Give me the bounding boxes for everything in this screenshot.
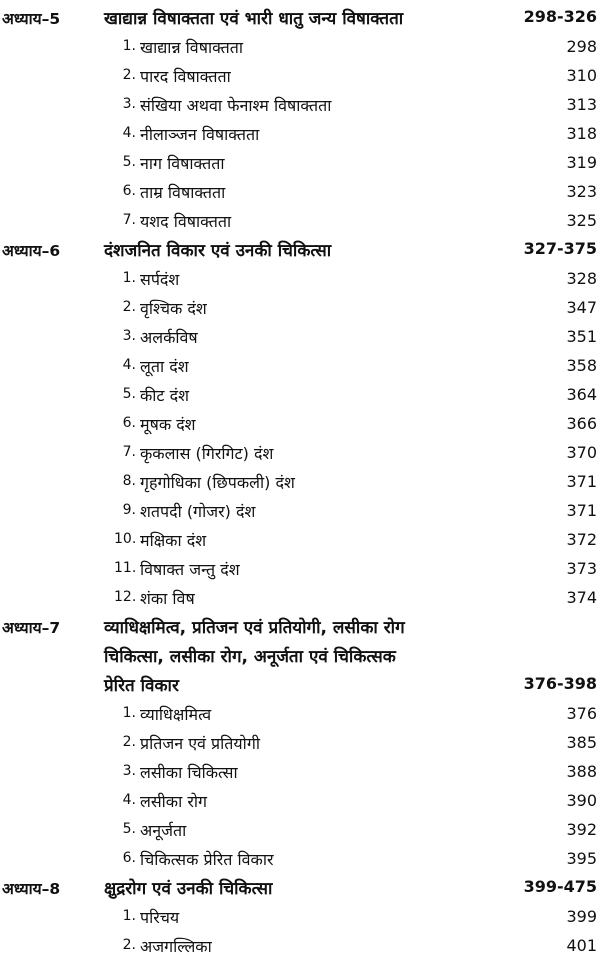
entry-title: शंका विष bbox=[140, 589, 195, 608]
entry-number: 2. bbox=[122, 299, 136, 315]
toc-entry bbox=[0, 294, 600, 323]
entry-title: लसीका रोग bbox=[140, 792, 208, 811]
chapter-label: अध्याय–8 bbox=[2, 880, 61, 898]
entry-number: 4. bbox=[122, 792, 136, 808]
chapter-page-range: 376-398 bbox=[523, 674, 597, 693]
entry-title: गृहगोधिका (छिपकली) दंश bbox=[140, 473, 295, 492]
entry-number: 1. bbox=[122, 705, 136, 721]
entry-number: 4. bbox=[122, 357, 136, 373]
toc-entry bbox=[0, 323, 600, 352]
toc-entry bbox=[0, 758, 600, 787]
entry-page-number: 358 bbox=[566, 356, 597, 375]
entry-number: 9. bbox=[122, 502, 136, 518]
chapter-page-range: 399-475 bbox=[523, 877, 597, 896]
toc-entry bbox=[0, 91, 600, 120]
entry-number: 2. bbox=[122, 67, 136, 83]
entry-page-number: 351 bbox=[566, 327, 597, 346]
entry-page-number: 313 bbox=[566, 95, 597, 114]
entry-number: 11. bbox=[114, 560, 137, 576]
entry-number: 6. bbox=[122, 415, 136, 431]
entry-number: 6. bbox=[122, 850, 136, 866]
entry-number: 3. bbox=[122, 763, 136, 779]
toc-entry bbox=[0, 439, 600, 468]
entry-page-number: 325 bbox=[566, 211, 597, 230]
entry-title: अजगल्लिका bbox=[140, 937, 212, 956]
toc-entry bbox=[0, 903, 600, 932]
toc-entry bbox=[0, 149, 600, 178]
toc-entry bbox=[0, 584, 600, 613]
entry-title: शतपदी (गोजर) दंश bbox=[140, 502, 256, 521]
entry-title: ताम्र विषाक्तता bbox=[140, 183, 226, 202]
entry-page-number: 347 bbox=[566, 298, 597, 317]
entry-title: संखिया अथवा फेनाश्म विषाक्तता bbox=[140, 96, 332, 115]
entry-page-number: 374 bbox=[566, 588, 597, 607]
entry-page-number: 298 bbox=[566, 37, 597, 56]
entry-title: खाद्यान्न विषाक्तता bbox=[140, 38, 244, 57]
entry-title: अनूर्जता bbox=[140, 821, 187, 840]
entry-number: 1. bbox=[122, 270, 136, 286]
entry-page-number: 376 bbox=[566, 704, 597, 723]
entry-page-number: 366 bbox=[566, 414, 597, 433]
entry-page-number: 371 bbox=[566, 472, 597, 491]
entry-title: मूषक दंश bbox=[140, 415, 196, 434]
entry-number: 1. bbox=[122, 38, 136, 54]
entry-number: 5. bbox=[122, 821, 136, 837]
chapter-label: अध्याय–5 bbox=[2, 10, 61, 28]
entry-number: 4. bbox=[122, 125, 136, 141]
entry-title: मक्षिका दंश bbox=[140, 531, 207, 550]
entry-page-number: 390 bbox=[566, 791, 597, 810]
entry-title: कृकलास (गिरगिट) दंश bbox=[140, 444, 274, 463]
entry-title: पारद विषाक्तता bbox=[140, 67, 231, 86]
chapter-heading-row bbox=[0, 4, 600, 33]
toc-entry bbox=[0, 33, 600, 62]
entry-page-number: 371 bbox=[566, 501, 597, 520]
entry-number: 3. bbox=[122, 96, 136, 112]
entry-number: 7. bbox=[122, 212, 136, 228]
entry-number: 6. bbox=[122, 183, 136, 199]
entry-title: प्रतिजन एवं प्रतियोगी bbox=[140, 734, 260, 753]
entry-title: चिकित्सक प्रेरित विकार bbox=[140, 850, 274, 869]
toc-entry bbox=[0, 178, 600, 207]
chapter-label: अध्याय–6 bbox=[2, 242, 61, 260]
toc-entry bbox=[0, 381, 600, 410]
chapter-heading-row bbox=[0, 236, 600, 265]
chapter-heading-row bbox=[0, 671, 600, 700]
chapter-heading-row bbox=[0, 874, 600, 903]
toc-entry bbox=[0, 265, 600, 294]
entry-title: यशद विषाक्तता bbox=[140, 212, 232, 231]
entry-page-number: 392 bbox=[566, 820, 597, 839]
toc-entry bbox=[0, 787, 600, 816]
toc-entry bbox=[0, 555, 600, 584]
entry-page-number: 370 bbox=[566, 443, 597, 462]
chapter-title: दंशजनित विकार एवं उनकी चिकित्सा bbox=[104, 241, 332, 261]
chapter-heading-row bbox=[0, 642, 600, 671]
entry-number: 8. bbox=[122, 473, 136, 489]
toc-entry bbox=[0, 816, 600, 845]
toc-entry bbox=[0, 410, 600, 439]
toc-entry bbox=[0, 526, 600, 555]
toc-entry bbox=[0, 729, 600, 758]
entry-title: परिचय bbox=[140, 908, 180, 927]
toc-entry bbox=[0, 497, 600, 526]
entry-title: कीट दंश bbox=[140, 386, 189, 405]
entry-page-number: 323 bbox=[566, 182, 597, 201]
toc-entry bbox=[0, 845, 600, 874]
entry-number: 2. bbox=[122, 734, 136, 750]
entry-title: नीलाञ्जन विषाक्तता bbox=[140, 125, 260, 144]
entry-page-number: 373 bbox=[566, 559, 597, 578]
entry-number: 1. bbox=[122, 908, 136, 924]
chapter-page-range: 327-375 bbox=[523, 239, 597, 258]
entry-title: विषाक्त जन्तु दंश bbox=[140, 560, 240, 579]
entry-title: वृश्चिक दंश bbox=[140, 299, 207, 318]
chapter-title: व्याधिक्षमित्व, प्रतिजन एवं प्रतियोगी, लसीका रोग bbox=[104, 618, 405, 638]
entry-number: 12. bbox=[114, 589, 137, 605]
toc-entry bbox=[0, 468, 600, 497]
entry-number: 7. bbox=[122, 444, 136, 460]
entry-number: 3. bbox=[122, 328, 136, 344]
toc-entry bbox=[0, 62, 600, 91]
entry-title: व्याधिक्षमित्व bbox=[140, 705, 212, 724]
toc-entry bbox=[0, 120, 600, 149]
entry-page-number: 385 bbox=[566, 733, 597, 752]
toc-entry bbox=[0, 352, 600, 381]
chapter-title: क्षुद्ररोग एवं उनकी चिकित्सा bbox=[104, 879, 273, 899]
entry-number: 10. bbox=[114, 531, 137, 547]
entry-number: 5. bbox=[122, 386, 136, 402]
toc-entry bbox=[0, 932, 600, 961]
entry-page-number: 319 bbox=[566, 153, 597, 172]
chapter-title: चिकित्सा, लसीका रोग, अनूर्जता एवं चिकित्सक bbox=[104, 647, 396, 667]
entry-page-number: 372 bbox=[566, 530, 597, 549]
entry-title: लूता दंश bbox=[140, 357, 189, 376]
entry-number: 2. bbox=[122, 937, 136, 953]
entry-number: 5. bbox=[122, 154, 136, 170]
toc-entry bbox=[0, 700, 600, 729]
entry-title: लसीका चिकित्सा bbox=[140, 763, 238, 782]
chapter-label: अध्याय–7 bbox=[2, 619, 61, 637]
entry-page-number: 395 bbox=[566, 849, 597, 868]
entry-page-number: 364 bbox=[566, 385, 597, 404]
chapter-title: प्रेरित विकार bbox=[104, 676, 179, 696]
entry-page-number: 328 bbox=[566, 269, 597, 288]
entry-page-number: 401 bbox=[566, 936, 597, 955]
chapter-title: खाद्यान्न विषाक्तता एवं भारी धातु जन्य विषाक्तता bbox=[104, 9, 404, 29]
entry-title: अलर्कविष bbox=[140, 328, 198, 347]
entry-page-number: 310 bbox=[566, 66, 597, 85]
entry-page-number: 318 bbox=[566, 124, 597, 143]
entry-title: सर्पदंश bbox=[140, 270, 180, 289]
chapter-heading-row bbox=[0, 613, 600, 642]
entry-page-number: 399 bbox=[566, 907, 597, 926]
toc-entry bbox=[0, 207, 600, 236]
entry-page-number: 388 bbox=[566, 762, 597, 781]
chapter-page-range: 298-326 bbox=[523, 7, 597, 26]
entry-title: नाग विषाक्तता bbox=[140, 154, 225, 173]
